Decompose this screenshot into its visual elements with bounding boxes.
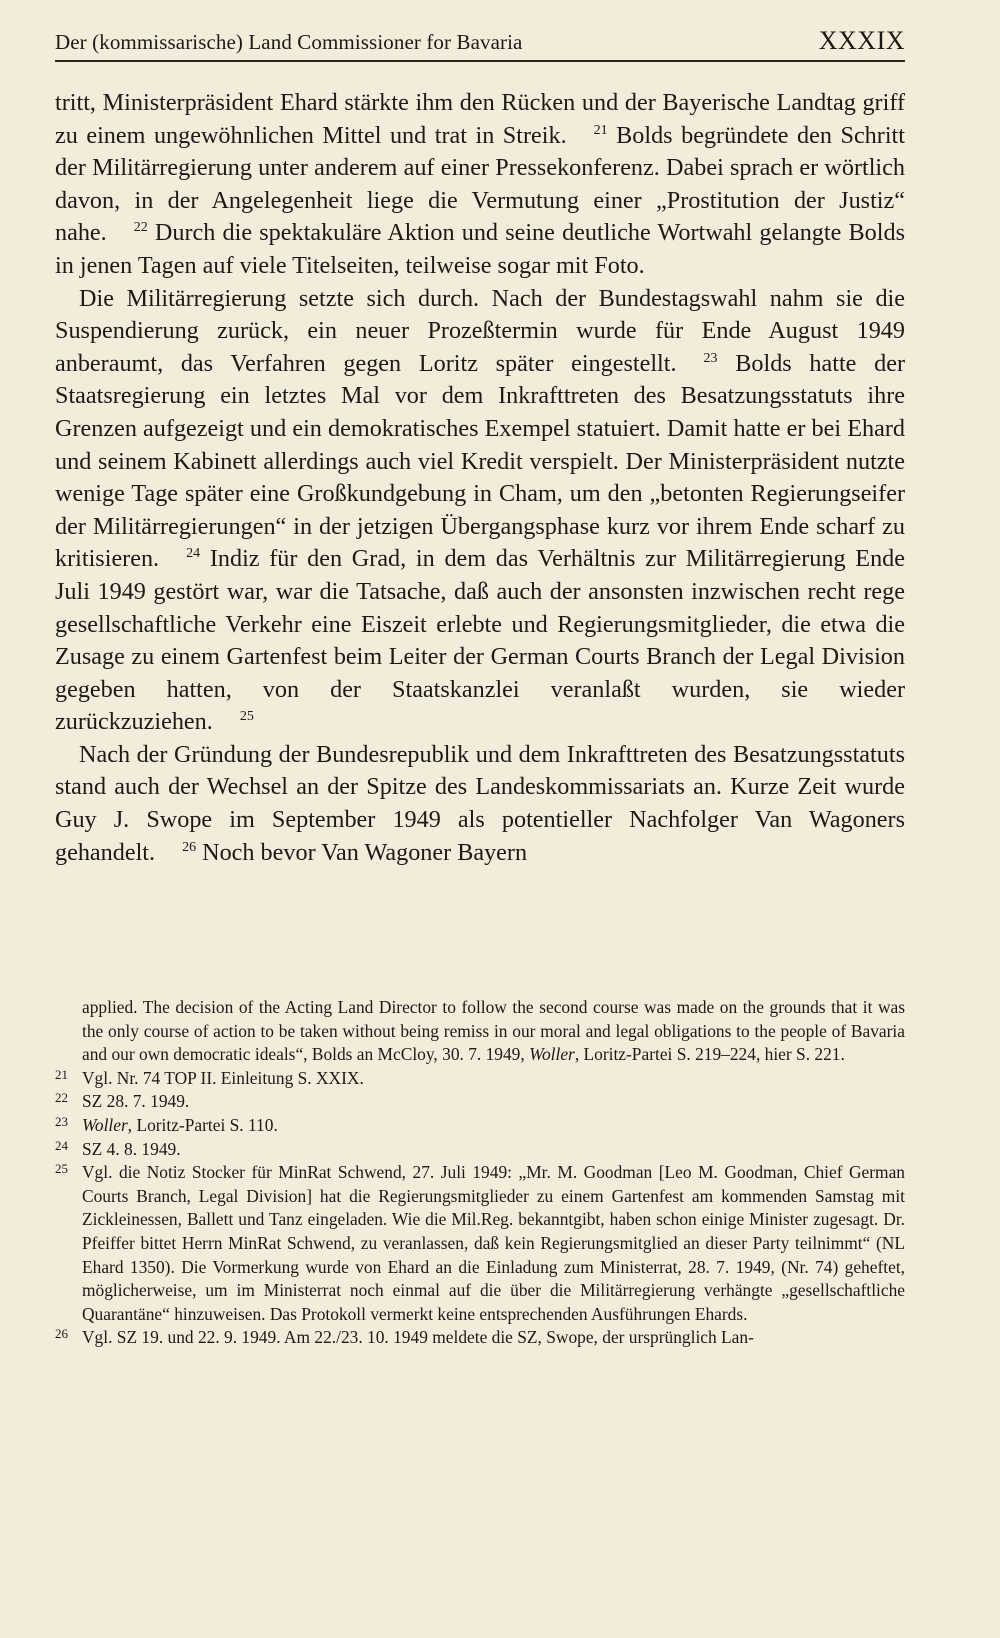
footnote-24 [55, 1138, 905, 1162]
text-run: , Loritz-Partei S. 219–224, hier S. 221. [574, 1044, 845, 1065]
footnote-continuation [82, 996, 905, 1067]
main-text [55, 87, 905, 869]
footnote-number: 23 [55, 1113, 68, 1129]
text-run: Bolds hatte der Staatsregierung ein letztes Mal vor dem Inkrafttreten des Besatzungsstatuts ihre Grenzen aufgezeigt und ein demokratisches Exempel statuiert. Damit hatte er bei Ehard und seinem Kabinett allerdings auch viel Kredit verspielt. Der Ministerpräsident nutzte wenige Tage später eine Großkundgebung in Cham, um den „betonten Regierungseifer der Militärregierungen“ in der jetzigen Übergangsphase kurz vor ihrem Ende scharf zu kritisieren. [55, 349, 905, 573]
footnote-text: Vgl. Nr. 74 TOP II. Einleitung S. XXIX. [82, 1067, 364, 1088]
footnote-26 [55, 1326, 905, 1350]
footnote-ref-25: 25 [239, 709, 254, 725]
author-name: Woller [529, 1044, 575, 1065]
author-name: Woller [82, 1114, 128, 1135]
footnote-text: , Loritz-Partei S. 110. [127, 1114, 278, 1135]
footnote-number: 21 [55, 1066, 68, 1082]
text-run: Noch bevor Van Wagoner Bayern [196, 838, 528, 866]
running-title: Der (kommissarische) Land Commissioner for Bavaria [55, 30, 523, 54]
paragraph-2 [55, 283, 905, 739]
text-run: applied. The decision of the Acting Land Director to follow the second course was made on the grounds that it was the only course of action to be taken without being remiss in our moral and legal obligations to the people of Bavaria and our own democratic ideals“, Bolds an McCloy, 30. 7. 1949, [82, 997, 905, 1065]
footnote-text: Vgl. SZ 19. und 22. 9. 1949. Am 22./23. 10. 1949 meldete die SZ, Swope, der ursprünglich Lan- [82, 1327, 754, 1348]
footnote-ref-26: 26 [182, 839, 197, 855]
text-run: Nach der Gründung der Bundesrepublik und dem Inkrafttreten des Besatzungsstatuts stand auch der Wechsel an der Spitze des Landeskommissariats an. Kurze Zeit wurde Guy J. Swope im September 1949 als potentieller Nachfolger Van Wagoners gehandelt. [55, 740, 905, 866]
footnote-ref-22: 22 [133, 220, 148, 236]
footnote-text: Vgl. die Notiz Stocker für MinRat Schwend, 27. Juli 1949: „Mr. M. Goodman [Leo M. Goodman, Chief German Courts Branch, Legal Division] hat die Regierungsmitglieder zu einem Gartenfest am kommenden Samstag mit Zickleinessen, Ballett und Tanz eingeladen. Wie die Mil.Reg. bekanntgibt, haben schon einige Minister zugesagt. Dr. Pfeiffer bittet Herrn MinRat Schwend, zu veranlassen, daß kein Regierungsmitglied an dieser Party teilnimmt“ (NL Ehard 1350). Die Vormerkung wurde von Ehard an die Einladung zum Ministerrat, 28. 7. 1949, (Nr. 74) geheftet, möglicherweise, um im Ministerrat noch einmal auf die über die Militärregierung verhängte „gesellschaftliche Quarantäne“ hinzuweisen. Das Protokoll vermerkt keine entsprechenden Ausführungen Ehards. [82, 1162, 905, 1324]
text-run: Durch die spektakuläre Aktion und seine deutliche Wortwahl gelangte Bolds in jenen Tagen auf viele Titelseiten, teilweise sogar mit Foto. [55, 219, 905, 279]
footnote-ref-24: 24 [186, 546, 201, 562]
text-run: Die Militärregierung setzte sich durch. Nach der Bundestagswahl nahm sie die Suspendierung zurück, ein neuer Prozeßtermin wurde für Ende August 1949 anberaumt, das Verfahren gegen Loritz später eingestellt. [55, 284, 905, 377]
footnote-number: 26 [55, 1326, 68, 1342]
text-run: Indiz für den Grad, in dem das Verhältnis zur Militärregierung Ende Juli 1949 gestört war, war die Tatsache, daß auch der ansonsten inzwischen recht rege gesellschaftliche Verkehr eine Eiszeit erlebte und Regierungsmitglieder, die etwa die Zusage zu einem Gartenfest beim Leiter der German Courts Branch der Legal Division gegeben hatten, von der Staatskanzlei veranlaßt wurden, sie wieder zurückzuziehen. [55, 545, 905, 736]
footnote-text: SZ 28. 7. 1949. [82, 1091, 190, 1112]
footnote-ref-23: 23 [703, 350, 718, 366]
footnotes [55, 996, 905, 1350]
footnote-text: SZ 4. 8. 1949. [82, 1138, 181, 1159]
text-run: tritt, Ministerpräsident Ehard stärkte ihm den Rücken und der Bayerische Landtag griff zu einem ungewöhnlichen Mittel und trat in Streik. [55, 89, 905, 149]
footnote-21 [55, 1067, 905, 1091]
footnote-number: 24 [55, 1137, 68, 1153]
paragraph-3 [55, 739, 905, 869]
running-header [55, 26, 905, 62]
page-number: XXXIX [818, 26, 905, 55]
footnote-25 [55, 1161, 905, 1326]
footnote-23 [55, 1114, 905, 1138]
paragraph-1 [55, 87, 905, 283]
text-run: Bolds begründete den Schritt der Militärregierung unter anderem auf einer Pressekonferenz. Dabei sprach er wörtlich davon, in der Angelegenheit liege die Vermutung einer „Prostitution der Justiz“ nahe. [55, 121, 905, 247]
footnote-22 [55, 1090, 905, 1114]
footnote-ref-21: 21 [593, 122, 608, 138]
footnote-number: 22 [55, 1090, 68, 1106]
footnote-number: 25 [55, 1161, 68, 1177]
